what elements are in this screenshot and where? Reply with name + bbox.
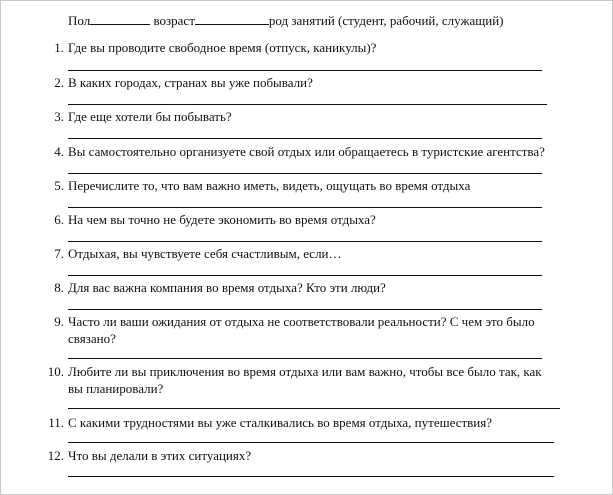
question-text: В каких городах, странах вы уже побывали?: [68, 75, 313, 90]
question-text: Где еще хотели бы побывать?: [68, 109, 232, 124]
occupation-label: род занятий (студент, рабочий, служащий): [268, 13, 504, 28]
answer-line[interactable]: [68, 241, 542, 242]
answer-line[interactable]: [68, 173, 542, 174]
question-text: Перечислите то, что вам важно иметь, видеть, ощущать во время отдыха: [68, 178, 471, 193]
question-number: 5.: [54, 178, 64, 193]
question-number: 8.: [54, 280, 64, 295]
answer-line[interactable]: [68, 104, 547, 105]
question-text: Что вы делали в этих ситуациях?: [68, 448, 252, 463]
answer-line[interactable]: [68, 358, 542, 359]
question-number: 4.: [54, 144, 64, 159]
question-text: Для вас важна компания во время отдыха? Кто эти люди?: [68, 280, 386, 295]
question-number: 10.: [47, 364, 64, 379]
respondent-info-line: [68, 13, 503, 29]
question-number: 11.: [48, 415, 64, 430]
age-label: возраст: [153, 13, 195, 28]
sex-label: Пол: [68, 13, 91, 28]
question-text: Вы самостоятельно организуете свой отдых или обращаетесь в туристские агентства?: [68, 144, 545, 159]
question-text: С какими трудностями вы уже сталкивались во время отдыха, путешествия?: [68, 415, 492, 430]
question-number: 6.: [54, 212, 64, 227]
question-number: 7.: [54, 246, 64, 261]
question-text: Отдыхая, вы чувствуете себя счастливым, если…: [68, 246, 342, 261]
question-number: 2.: [54, 75, 64, 90]
answer-line[interactable]: [68, 442, 554, 443]
question-number: 3.: [54, 109, 64, 124]
question-text: На чем вы точно не будете экономить во время отдыха?: [68, 212, 376, 227]
question-number: 9.: [54, 314, 64, 329]
question-text: Где вы проводите свободное время (отпуск, каникулы)?: [68, 40, 377, 55]
answer-line[interactable]: [68, 476, 554, 477]
question-number: 1.: [54, 40, 64, 55]
question-number: 12.: [47, 448, 64, 463]
answer-line[interactable]: [68, 309, 542, 310]
age-blank-field[interactable]: [195, 13, 269, 25]
question-text: Любите ли вы приключения во время отдыха или вам важно, чтобы все было так, как вы планировали?: [68, 364, 542, 396]
answer-line[interactable]: [68, 408, 560, 409]
sex-blank-field[interactable]: [90, 13, 150, 25]
question-text: Часто ли ваши ожидания от отдыха не соответствовали реальности? С чем это было связано?: [68, 314, 535, 346]
answer-line[interactable]: [68, 138, 542, 139]
answer-line[interactable]: [68, 207, 542, 208]
answer-line[interactable]: [68, 275, 542, 276]
answer-line[interactable]: [68, 70, 542, 71]
